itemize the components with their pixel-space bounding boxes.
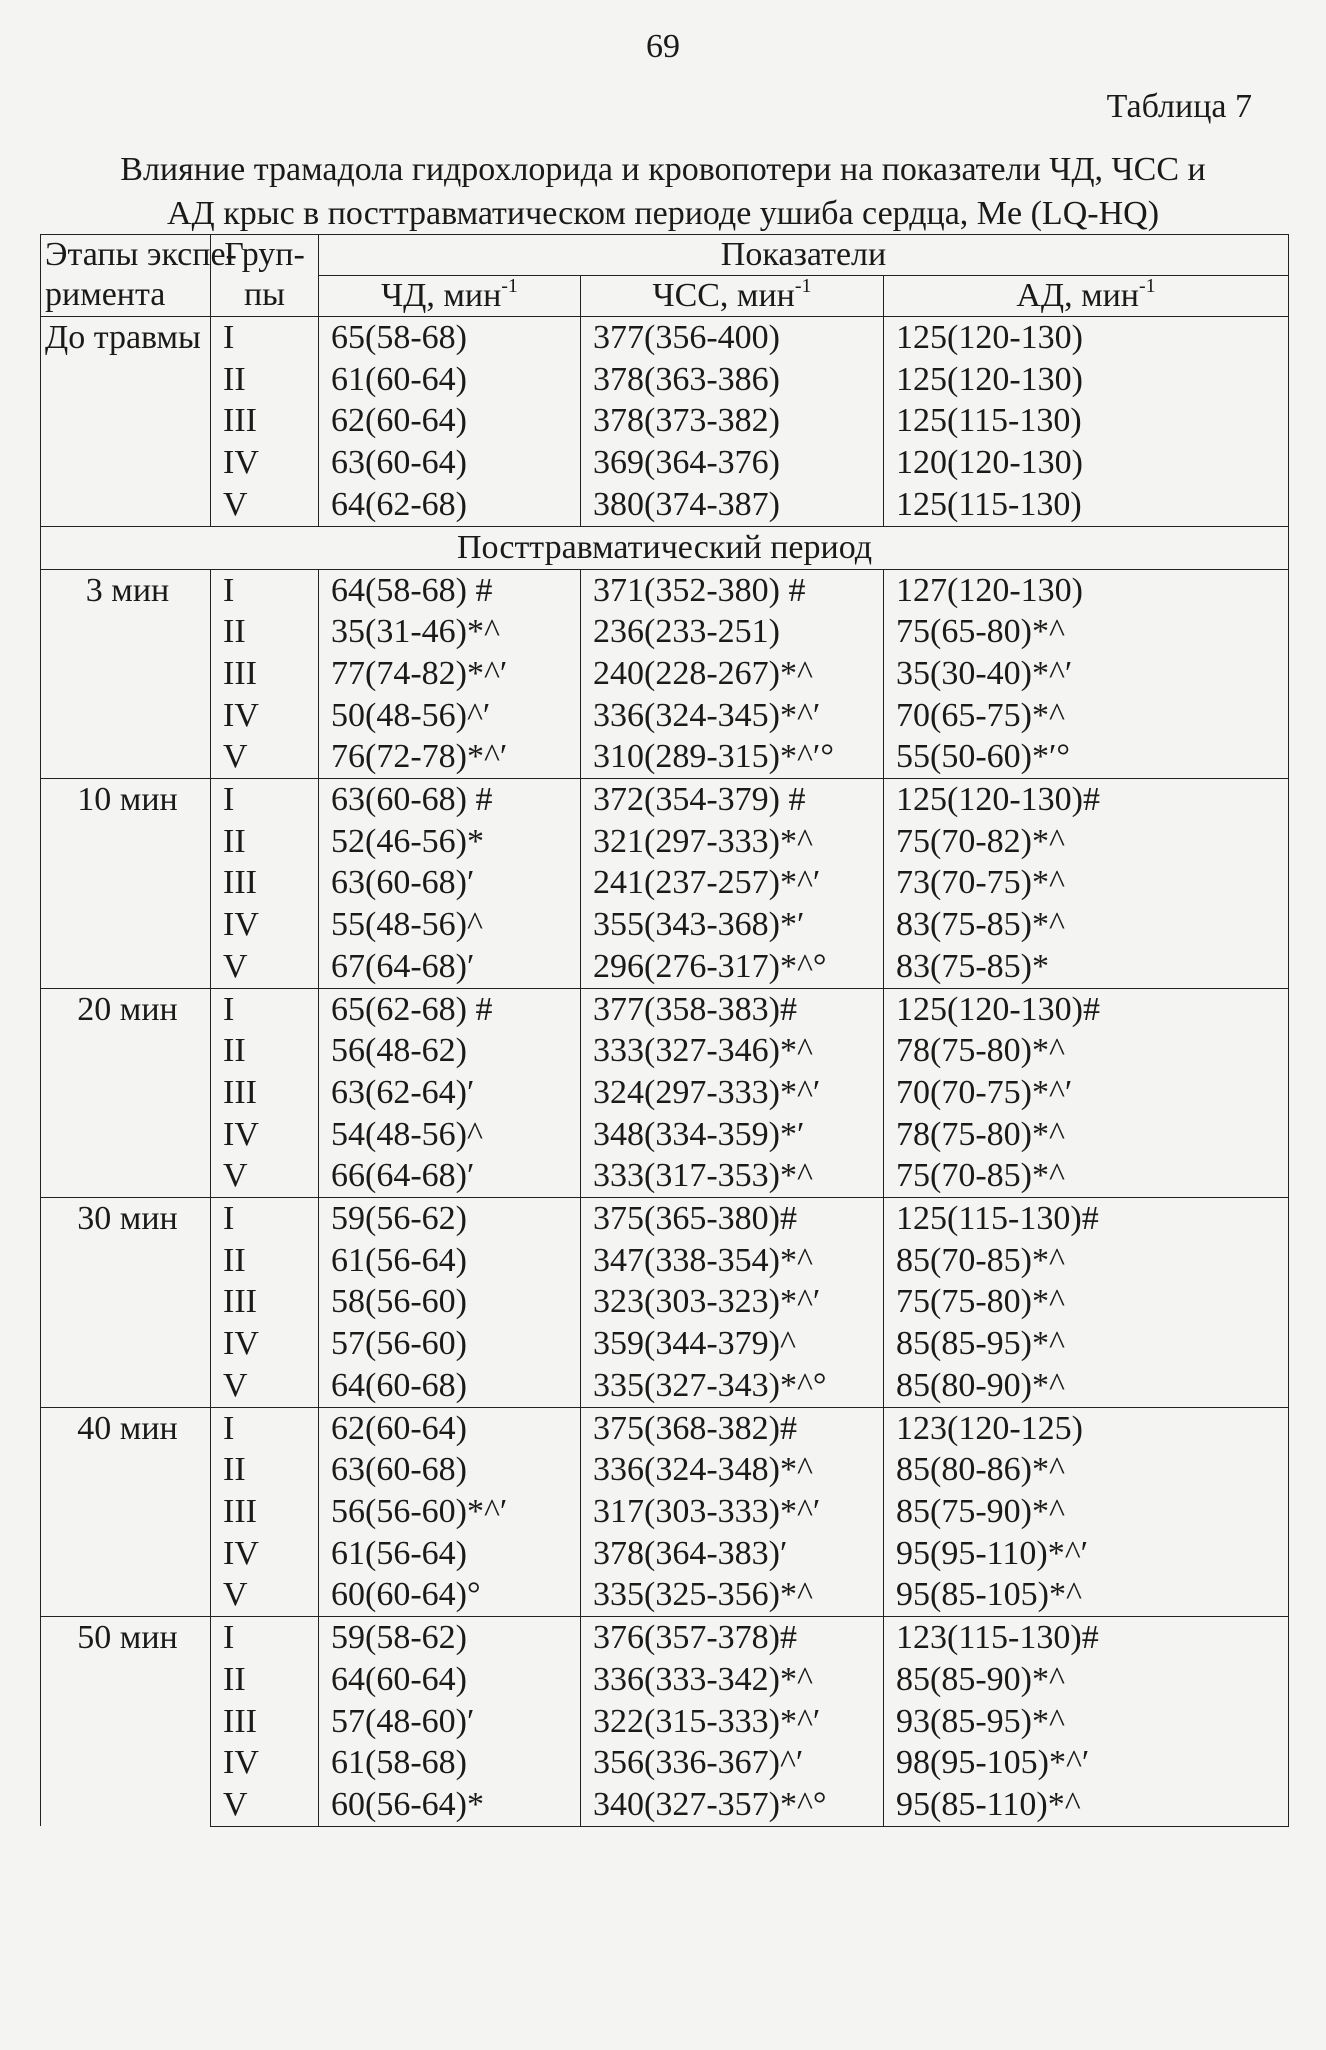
hr-cell: 335(327-343)*^° — [581, 1365, 884, 1407]
bp-cell: 125(120-130) — [884, 359, 1289, 401]
table-row — [41, 1030, 1289, 1072]
bp-cell: 78(75-80)*^ — [884, 1030, 1289, 1072]
rr-cell: 60(56-64)* — [319, 1784, 581, 1826]
hr-cell: 296(276-317)*^° — [581, 946, 884, 988]
bp-cell: 125(120-130) — [884, 317, 1289, 359]
table-row — [41, 1281, 1289, 1323]
rr-cell: 65(62-68) # — [319, 988, 581, 1030]
hr-cell: 375(368-382)# — [581, 1407, 884, 1449]
rr-cell: 61(56-64) — [319, 1533, 581, 1575]
rr-cell: 64(62-68) — [319, 484, 581, 526]
hr-cell: 377(358-383)# — [581, 988, 884, 1030]
table-row — [41, 1449, 1289, 1491]
hr-cell: 371(352-380) # — [581, 569, 884, 611]
page-number: 69 — [646, 28, 680, 65]
header-bp-unit-exp: -1 — [1138, 275, 1156, 297]
rr-cell: 64(58-68) # — [319, 569, 581, 611]
bp-cell: 123(115-130)# — [884, 1617, 1289, 1659]
bp-cell: 125(115-130) — [884, 400, 1289, 442]
stage-cell: 40 мин — [41, 1407, 211, 1617]
bp-cell: 85(80-90)*^ — [884, 1365, 1289, 1407]
rr-cell: 76(72-78)*^′ — [319, 736, 581, 778]
table-row — [41, 1574, 1289, 1616]
table-row — [41, 779, 1289, 821]
group-cell: II — [211, 1030, 319, 1072]
hr-cell: 378(373-382) — [581, 400, 884, 442]
table-row — [41, 1701, 1289, 1743]
rr-cell: 50(48-56)^′ — [319, 695, 581, 737]
rr-cell: 67(64-68)′ — [319, 946, 581, 988]
bp-cell: 73(70-75)*^ — [884, 862, 1289, 904]
bp-cell: 85(70-85)*^ — [884, 1240, 1289, 1282]
group-cell: I — [211, 779, 319, 821]
group-cell: IV — [211, 1114, 319, 1156]
header-stage-line-2: римента — [45, 276, 166, 313]
hr-cell: 377(356-400) — [581, 317, 884, 359]
rr-cell: 61(58-68) — [319, 1742, 581, 1784]
bp-cell: 93(85-95)*^ — [884, 1701, 1289, 1743]
group-cell: IV — [211, 1533, 319, 1575]
table-row — [41, 1198, 1289, 1240]
bp-cell: 125(120-130)# — [884, 988, 1289, 1030]
table-row — [41, 1659, 1289, 1701]
rr-cell: 61(56-64) — [319, 1240, 581, 1282]
table-row — [41, 400, 1289, 442]
bp-cell: 120(120-130) — [884, 442, 1289, 484]
table-row — [41, 317, 1289, 359]
header-group-line-2: пы — [243, 276, 286, 313]
bp-cell: 78(75-80)*^ — [884, 1114, 1289, 1156]
hr-cell: 348(334-359)*′ — [581, 1114, 884, 1156]
rr-cell: 57(56-60) — [319, 1323, 581, 1365]
table-row — [41, 695, 1289, 737]
table-row — [41, 359, 1289, 401]
hr-cell: 378(364-383)′ — [581, 1533, 884, 1575]
group-cell: III — [211, 1701, 319, 1743]
table-row — [41, 1072, 1289, 1114]
hr-cell: 335(325-356)*^ — [581, 1574, 884, 1616]
header-group — [211, 235, 319, 317]
rr-cell: 63(60-68)′ — [319, 862, 581, 904]
table-row — [41, 1784, 1289, 1826]
table-row — [41, 904, 1289, 946]
rr-cell: 59(58-62) — [319, 1617, 581, 1659]
table-row — [41, 1533, 1289, 1575]
bp-cell: 85(85-95)*^ — [884, 1323, 1289, 1365]
table-title — [40, 148, 1286, 236]
bp-cell: 85(75-90)*^ — [884, 1491, 1289, 1533]
hr-cell: 372(354-379) # — [581, 779, 884, 821]
hr-cell: 333(327-346)*^ — [581, 1030, 884, 1072]
group-cell: I — [211, 1407, 319, 1449]
rr-cell: 60(60-64)° — [319, 1574, 581, 1616]
group-cell: II — [211, 1240, 319, 1282]
hr-cell: 322(315-333)*^′ — [581, 1701, 884, 1743]
rr-cell: 54(48-56)^ — [319, 1114, 581, 1156]
group-cell: IV — [211, 442, 319, 484]
group-cell: IV — [211, 695, 319, 737]
header-bp-label: АД, мин — [1016, 277, 1139, 314]
bp-cell: 85(80-86)*^ — [884, 1449, 1289, 1491]
bp-cell: 95(85-110)*^ — [884, 1784, 1289, 1826]
group-cell: V — [211, 946, 319, 988]
group-cell: II — [211, 821, 319, 863]
rr-cell: 77(74-82)*^′ — [319, 653, 581, 695]
hr-cell: 240(228-267)*^ — [581, 653, 884, 695]
rr-cell: 55(48-56)^ — [319, 904, 581, 946]
header-hr — [581, 276, 884, 317]
header-stage-line-1: Этапы экспе- — [45, 236, 237, 273]
rr-cell: 61(60-64) — [319, 359, 581, 401]
rr-cell: 64(60-68) — [319, 1365, 581, 1407]
hr-cell: 369(364-376) — [581, 442, 884, 484]
bp-cell: 125(115-130) — [884, 484, 1289, 526]
header-hr-label: ЧСС, мин — [652, 277, 795, 314]
header-rr — [319, 276, 581, 317]
hr-cell: 336(333-342)*^ — [581, 1659, 884, 1701]
rr-cell: 56(48-62) — [319, 1030, 581, 1072]
rr-cell: 62(60-64) — [319, 1407, 581, 1449]
header-stage — [41, 235, 237, 317]
rr-cell: 57(48-60)′ — [319, 1701, 581, 1743]
table-row — [41, 1407, 1289, 1449]
rr-cell: 56(56-60)*^′ — [319, 1491, 581, 1533]
bp-cell: 75(75-80)*^ — [884, 1281, 1289, 1323]
bp-cell: 75(65-80)*^ — [884, 611, 1289, 653]
rr-cell: 66(64-68)′ — [319, 1155, 581, 1197]
hr-cell: 310(289-315)*^′° — [581, 736, 884, 778]
group-cell: IV — [211, 1323, 319, 1365]
rr-cell: 59(56-62) — [319, 1198, 581, 1240]
rr-cell: 65(58-68) — [319, 317, 581, 359]
rr-cell: 64(60-64) — [319, 1659, 581, 1701]
hr-cell: 355(343-368)*′ — [581, 904, 884, 946]
table-row — [41, 484, 1289, 526]
rr-cell: 63(60-68) # — [319, 779, 581, 821]
group-cell: II — [211, 359, 319, 401]
hr-cell: 347(338-354)*^ — [581, 1240, 884, 1282]
table-row — [41, 569, 1289, 611]
hr-cell: 321(297-333)*^ — [581, 821, 884, 863]
stage-cell: 30 мин — [41, 1198, 211, 1408]
table-title-line-2: АД крыс в посттравматическом периоде ушиба сердца, Me (LQ-HQ) — [166, 195, 1160, 232]
group-cell: V — [211, 484, 319, 526]
hr-cell: 359(344-379)^ — [581, 1323, 884, 1365]
hr-cell: 236(233-251) — [581, 611, 884, 653]
group-cell: III — [211, 400, 319, 442]
bp-cell: 127(120-130) — [884, 569, 1289, 611]
table-row — [41, 946, 1289, 988]
hr-cell: 340(327-357)*^° — [581, 1784, 884, 1826]
bp-cell: 70(65-75)*^ — [884, 695, 1289, 737]
bp-cell: 70(70-75)*^′ — [884, 1072, 1289, 1114]
table-row — [41, 653, 1289, 695]
group-cell: II — [211, 1659, 319, 1701]
table-row — [41, 442, 1289, 484]
bp-cell: 35(30-40)*^′ — [884, 653, 1289, 695]
bp-cell: 95(95-110)*^′ — [884, 1533, 1289, 1575]
table-row — [41, 988, 1289, 1030]
period-row — [41, 526, 1289, 569]
data-table-body — [41, 235, 1289, 1827]
hr-cell: 375(365-380)# — [581, 1198, 884, 1240]
table-row — [41, 736, 1289, 778]
table-row — [41, 1742, 1289, 1784]
table-row — [41, 1491, 1289, 1533]
table-row — [41, 862, 1289, 904]
hr-cell: 324(297-333)*^′ — [581, 1072, 884, 1114]
bp-cell: 123(120-125) — [884, 1407, 1289, 1449]
table-row — [41, 1114, 1289, 1156]
group-cell: III — [211, 1491, 319, 1533]
rr-cell: 35(31-46)*^ — [319, 611, 581, 653]
rr-cell: 52(46-56)* — [319, 821, 581, 863]
hr-cell: 323(303-323)*^′ — [581, 1281, 884, 1323]
stage-cell: 50 мин — [41, 1617, 211, 1827]
stage-cell: До травмы — [41, 317, 211, 527]
bp-cell: 75(70-85)*^ — [884, 1155, 1289, 1197]
bp-cell: 55(50-60)*′° — [884, 736, 1289, 778]
period-label: Посттравматический период — [41, 526, 1289, 569]
group-cell: IV — [211, 904, 319, 946]
group-cell: IV — [211, 1742, 319, 1784]
table-title-line-1: Влияние трамадола гидрохлорида и кровопотери на показатели ЧД, ЧСС и — [120, 151, 1206, 188]
group-cell: III — [211, 1072, 319, 1114]
header-hr-unit-exp: -1 — [794, 275, 812, 297]
header-bp — [884, 276, 1289, 317]
bp-cell: 83(75-85)* — [884, 946, 1289, 988]
bp-cell: 85(85-90)*^ — [884, 1659, 1289, 1701]
table-row — [41, 1240, 1289, 1282]
hr-cell: 376(357-378)# — [581, 1617, 884, 1659]
table-row — [41, 1617, 1289, 1659]
group-cell: V — [211, 1784, 319, 1826]
hr-cell: 356(336-367)^′ — [581, 1742, 884, 1784]
bp-cell: 75(70-82)*^ — [884, 821, 1289, 863]
hr-cell: 380(374-387) — [581, 484, 884, 526]
group-cell: I — [211, 1617, 319, 1659]
bp-cell: 95(85-105)*^ — [884, 1574, 1289, 1616]
group-cell: V — [211, 1574, 319, 1616]
group-cell: V — [211, 1155, 319, 1197]
table-row — [41, 821, 1289, 863]
group-cell: I — [211, 317, 319, 359]
group-cell: V — [211, 736, 319, 778]
rr-cell: 58(56-60) — [319, 1281, 581, 1323]
table-row — [41, 1365, 1289, 1407]
hr-cell: 336(324-348)*^ — [581, 1449, 884, 1491]
group-cell: II — [211, 611, 319, 653]
group-cell: III — [211, 653, 319, 695]
bp-cell: 83(75-85)*^ — [884, 904, 1289, 946]
group-cell: II — [211, 1449, 319, 1491]
hr-cell: 241(237-257)*^′ — [581, 862, 884, 904]
header-row-1 — [41, 235, 1289, 276]
group-cell: III — [211, 862, 319, 904]
hr-cell: 378(363-386) — [581, 359, 884, 401]
hr-cell: 317(303-333)*^′ — [581, 1491, 884, 1533]
table-row — [41, 1155, 1289, 1197]
data-table — [40, 234, 1289, 1827]
header-rr-label: ЧД, мин — [381, 277, 502, 314]
bp-cell: 125(120-130)# — [884, 779, 1289, 821]
header-group-line-1: Груп- — [224, 236, 305, 273]
table-row — [41, 1323, 1289, 1365]
rr-cell: 62(60-64) — [319, 400, 581, 442]
bp-cell: 125(115-130)# — [884, 1198, 1289, 1240]
table-row — [41, 611, 1289, 653]
group-cell: V — [211, 1365, 319, 1407]
group-cell: I — [211, 569, 319, 611]
rr-cell: 63(62-64)′ — [319, 1072, 581, 1114]
stage-cell: 3 мин — [41, 569, 211, 779]
stage-cell: 20 мин — [41, 988, 211, 1198]
hr-cell: 336(324-345)*^′ — [581, 695, 884, 737]
stage-cell: 10 мин — [41, 779, 211, 989]
header-rr-unit-exp: -1 — [501, 275, 518, 297]
group-cell: III — [211, 1281, 319, 1323]
rr-cell: 63(60-64) — [319, 442, 581, 484]
header-indicators: Показатели — [319, 235, 1289, 276]
hr-cell: 333(317-353)*^ — [581, 1155, 884, 1197]
rr-cell: 63(60-68) — [319, 1449, 581, 1491]
table-caption: Таблица 7 — [1106, 88, 1252, 125]
bp-cell: 98(95-105)*^′ — [884, 1742, 1289, 1784]
group-cell: I — [211, 988, 319, 1030]
group-cell: I — [211, 1198, 319, 1240]
